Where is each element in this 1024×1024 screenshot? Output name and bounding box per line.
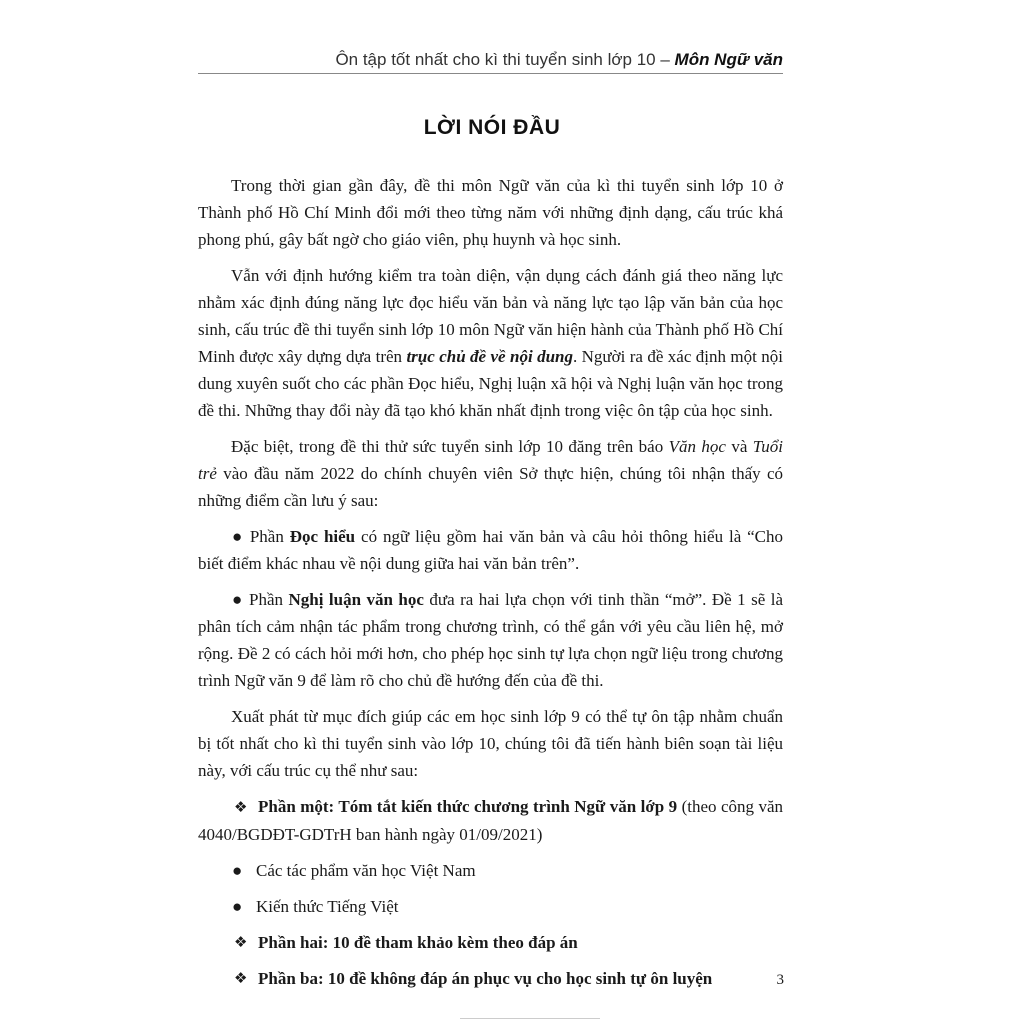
part-2-title: Phần hai: 10 đề tham khảo kèm theo đáp án	[258, 933, 578, 952]
paragraph-2-text-a: Vẫn với định hướng kiểm tra toàn diện, vận dụng cách đánh giá theo năng lực nhằm xác định đúng năng lực đọc hiểu văn bản và năng lực tạo lập văn bản của học sinh, cấu trúc đề thi tuyển sinh lớp 10 môn Ngữ văn hiện hành của Thành phố Hồ Chí Minh được xây dựng dựa trên	[198, 266, 783, 366]
part-1-title: Phần một: Tóm tắt kiến thức chương trình Ngữ văn lớp 9	[258, 797, 678, 816]
page-number: 3	[776, 972, 784, 988]
publication-tuoi-tre: Tuổi trẻ	[198, 437, 784, 483]
part-2-item	[198, 929, 783, 956]
bullet-icon: ●	[232, 897, 243, 916]
bullet-1-post: có ngữ liệu gồm hai văn bản và câu hỏi thông hiểu là “Cho biết điểm khác nhau về nội dung giữa hai văn bản trên”.	[198, 527, 784, 573]
part-1-subitem-2	[198, 893, 783, 920]
bullet-icon: ●	[232, 527, 244, 546]
page-title: LỜI NÓI ĐẦU	[423, 116, 561, 139]
body-text	[198, 172, 783, 1001]
paragraph-1: Trong thời gian gần đây, đề thi môn Ngữ văn của kì thi tuyển sinh lớp 10 ở Thành phố Hồ Chí Minh đổi mới theo từng năm với những định dạng, cấu trúc khá phong phú, gây bất ngờ cho giáo viên, phụ huynh và học sinh.	[198, 176, 783, 249]
part-1-subitem-2-text: Kiến thức Tiếng Việt	[256, 897, 399, 916]
publication-van-hoc: Văn học	[668, 437, 726, 456]
paragraph-2-text-b: . Người ra đề xác định một nội dung xuyên suốt cho các phần Đọc hiểu, Nghị luận xã hội và Nghị luận văn học trong đề thi. Những thay đổi này đã tạo khó khăn nhất định trong việc ôn tập của học sinh.	[198, 347, 783, 420]
diamond-bullet-icon: ❖	[234, 933, 248, 951]
paragraph-3-text-a: Đặc biệt, trong đề thi thử sức tuyển sinh lớp 10 đăng trên báo	[231, 437, 669, 456]
header-rule	[198, 73, 783, 74]
running-header	[198, 50, 783, 70]
paragraph-2	[198, 262, 783, 424]
bullet-icon: ●	[232, 861, 243, 880]
part-1-note: (theo công văn 4040/BGDĐT-GDTrH ban hành ngày 01/09/2021)	[198, 797, 783, 844]
diamond-bullet-icon: ❖	[234, 969, 248, 987]
part-1-item	[198, 793, 783, 848]
bottom-rule	[460, 1018, 600, 1019]
paragraph-4: Xuất phát từ mục đích giúp các em học sinh lớp 9 có thể tự ôn tập nhằm chuẩn bị tốt nhất cho kì thi tuyển sinh vào lớp 10, chúng tôi đã tiến hành biên soạn tài liệu này, với cấu trúc cụ thể như sau:	[198, 707, 783, 780]
paragraph-3-text-b: vào đầu năm 2022 do chính chuyên viên Sở thực hiện, chúng tôi nhận thấy có những điểm cần lưu ý sau:	[198, 464, 783, 510]
diamond-bullet-icon: ❖	[234, 798, 248, 816]
part-1-subitem-1	[198, 857, 783, 884]
paragraph-3-and: và	[725, 437, 753, 456]
part-3-title: Phần ba: 10 đề không đáp án phục vụ cho học sinh tự ôn luyện	[258, 969, 713, 988]
bullet-2-pre: Phần	[248, 590, 289, 609]
bullet-1-pre: Phần	[249, 527, 290, 546]
bullet-2-bold: Nghị luận văn học	[288, 590, 424, 609]
running-header-subject: Môn Ngữ văn	[674, 50, 783, 69]
part-3-item	[198, 965, 783, 992]
running-header-title: Ôn tập tốt nhất cho kì thi tuyển sinh lớp 10 –	[335, 50, 675, 69]
bullet-item-doc-hieu	[198, 523, 783, 577]
bullet-item-nghi-luan	[198, 586, 783, 694]
bullet-1-bold: Đọc hiểu	[289, 527, 356, 546]
bullet-2-post: đưa ra hai lựa chọn với tinh thần “mở”. Đề 1 sẽ là phân tích cảm nhận tác phẩm trong chương trình, có thể gắn với yêu cầu liên hệ, mở rộng. Đề 2 có cách hỏi mới hơn, cho phép học sinh tự lựa chọn ngữ liệu trong chương trình Ngữ văn 9 để làm rõ cho chủ đề hướng đến của đề thi.	[198, 590, 784, 690]
paragraph-3	[198, 433, 783, 514]
paragraph-2-emphasis: trục chủ đề về nội dung	[406, 347, 573, 366]
part-1-subitem-1-text: Các tác phẩm văn học Việt Nam	[256, 861, 476, 880]
bullet-icon: ●	[232, 590, 244, 609]
